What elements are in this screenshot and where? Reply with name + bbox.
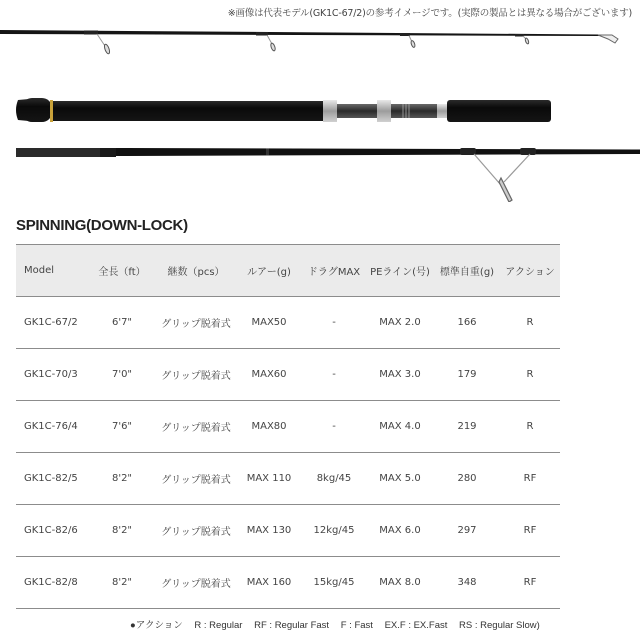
header-pieces: 継数（pcs）: [156, 245, 236, 297]
cell-weight: 166: [434, 297, 500, 349]
rod-handle-section: [16, 98, 551, 122]
cell-pe-line: MAX 3.0: [366, 349, 434, 401]
cell-action: RF: [500, 453, 560, 505]
cell-model: GK1C-82/6: [16, 505, 88, 557]
cell-lure: MAX80: [236, 401, 302, 453]
cell-drag-max: 8kg/45: [302, 453, 366, 505]
cell-pieces: グリップ脱着式: [156, 505, 236, 557]
cell-weight: 348: [434, 557, 500, 609]
cell-length: 8'2": [88, 505, 156, 557]
cell-action: R: [500, 349, 560, 401]
cell-drag-max: 15kg/45: [302, 557, 366, 609]
legend-item: RS : Regular Slow): [459, 620, 540, 631]
header-pe-line: PEライン(号): [366, 245, 434, 297]
cell-lure: MAX50: [236, 297, 302, 349]
table-row: [16, 349, 560, 401]
header-weight: 標準自重(g): [434, 245, 500, 297]
table-row: [16, 401, 560, 453]
cell-pe-line: MAX 2.0: [366, 297, 434, 349]
cell-pieces: グリップ脱着式: [156, 349, 236, 401]
cell-weight: 297: [434, 505, 500, 557]
table-row: [16, 505, 560, 557]
table-header-row: [16, 245, 560, 297]
cell-lure: MAX 160: [236, 557, 302, 609]
cell-drag-max: -: [302, 349, 366, 401]
legend-title: ●アクション: [130, 620, 183, 631]
table-row: [16, 557, 560, 609]
cell-action: R: [500, 401, 560, 453]
cell-action: R: [500, 297, 560, 349]
header-action: アクション: [500, 245, 560, 297]
cell-model: GK1C-70/3: [16, 349, 88, 401]
cell-pe-line: MAX 4.0: [366, 401, 434, 453]
cell-model: GK1C-67/2: [16, 297, 88, 349]
cell-length: 7'0": [88, 349, 156, 401]
legend-item: RF : Regular Fast: [254, 620, 330, 631]
cell-length: 6'7": [88, 297, 156, 349]
cell-weight: 280: [434, 453, 500, 505]
cell-pieces: グリップ脱着式: [156, 297, 236, 349]
section-title: SPINNING(DOWN-LOCK): [16, 217, 188, 234]
cell-lure: MAX 130: [236, 505, 302, 557]
rod-butt-section: [16, 148, 640, 202]
rod-product-image: [0, 22, 640, 202]
spec-table: [16, 244, 560, 609]
legend-item: EX.F : EX.Fast: [384, 620, 448, 631]
cell-weight: 219: [434, 401, 500, 453]
cell-length: 8'2": [88, 453, 156, 505]
cell-pe-line: MAX 5.0: [366, 453, 434, 505]
legend-item: R : Regular: [194, 620, 243, 631]
header-length: 全長（ft）: [88, 245, 156, 297]
cell-drag-max: 12kg/45: [302, 505, 366, 557]
cell-model: GK1C-82/5: [16, 453, 88, 505]
cell-lure: MAX60: [236, 349, 302, 401]
action-legend: [130, 617, 549, 631]
header-drag-max: ドラグMAX: [302, 245, 366, 297]
rod-tip-section: [0, 30, 618, 54]
cell-weight: 179: [434, 349, 500, 401]
cell-model: GK1C-76/4: [16, 401, 88, 453]
table-row: [16, 297, 560, 349]
cell-pieces: グリップ脱着式: [156, 401, 236, 453]
cell-drag-max: -: [302, 297, 366, 349]
cell-drag-max: -: [302, 401, 366, 453]
header-lure: ルアー(g): [236, 245, 302, 297]
header-model: Model: [16, 245, 88, 297]
cell-action: RF: [500, 505, 560, 557]
cell-length: 8'2": [88, 557, 156, 609]
table-row: [16, 453, 560, 505]
cell-pe-line: MAX 6.0: [366, 505, 434, 557]
cell-pieces: グリップ脱着式: [156, 453, 236, 505]
cell-length: 7'6": [88, 401, 156, 453]
cell-pieces: グリップ脱着式: [156, 557, 236, 609]
cell-pe-line: MAX 8.0: [366, 557, 434, 609]
cell-model: GK1C-82/8: [16, 557, 88, 609]
cell-action: RF: [500, 557, 560, 609]
legend-item: F : Fast: [340, 620, 373, 631]
cell-lure: MAX 110: [236, 453, 302, 505]
image-disclaimer-note: ※画像は代表モデル(GK1C-67/2)の参考イメージです。(実際の製品とは異なる場合がございます): [227, 8, 632, 19]
